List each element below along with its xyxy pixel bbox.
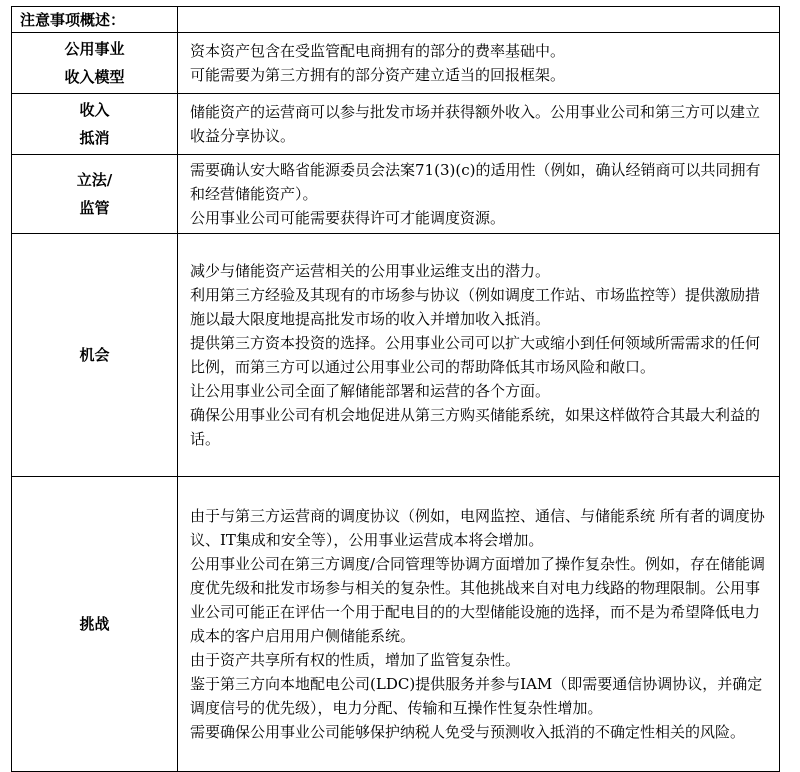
row-label-utility-revenue-model [12,33,178,94]
row-content-utility-revenue-model [178,33,780,94]
row-item-text: 减少与储能资产运营相关的公用事业运维支出的潜力。 [190,262,551,280]
row-item-text: 由于与第三方运营商的调度协议（例如，电网监控、通信、与储能系统 所有者的调度协议、IT集成和安全等），公用事业运营成本将会增加。 [190,507,765,549]
row-item-text: 让公用事业公司全面了解储能部署和运营的各个方面。 [190,382,551,400]
table-row [12,33,780,94]
considerations-table [11,6,780,772]
row-label-line: 公用事业 [64,40,125,58]
table-row [12,234,780,477]
table-row [12,94,780,155]
row-label-legislation-regulation [12,155,178,234]
row-label-line: 收入 [79,101,110,119]
row-content-revenue-offset [178,94,780,155]
row-content-legislation-regulation [178,155,780,234]
table-row [12,477,780,772]
table-header-row [12,7,780,33]
row-item-text: 提供第三方资本投资的选择。公用事业公司可以扩大或缩小到任何领域所需需求的任何比例，而第三方可以通过公用事业公司的帮助降低其市场风险和敞口。 [190,334,761,376]
row-item-text: 由于资产共享所有权的性质，增加了监管复杂性。 [190,651,521,669]
row-item-text: 储能资产的运营商可以参与批发市场并获得额外收入。公用事业公司和第三方可以建立收益分享协议。 [190,103,761,145]
row-label-line: 挑战 [79,615,110,633]
row-label-line: 立法/ [76,171,113,189]
row-label-line: 监管 [79,199,110,217]
row-item-text: 利用第三方经验及其现有的市场参与协议（例如调度工作站、市场监控等）提供激励措施以最大限度地提高批发市场的收入并增加收入抵消。 [190,286,761,328]
table-row [12,155,780,234]
table-header-title: 注意事项概述： [12,7,178,33]
row-item-text: 鉴于第三方向本地配电公司(LDC)提供服务并参与IAM（即需要通信协调协议，并确定调度信号的优先级），电力分配、传输和互操作性复杂性增加。 [190,675,763,717]
row-item-text: 公用事业公司可能需要获得许可才能调度资源。 [190,209,506,227]
row-content-challenges [178,477,780,772]
row-label-line: 抵消 [79,129,110,147]
row-label-revenue-offset [12,94,178,155]
row-item-text: 可能需要为第三方拥有的部分资产建立适当的回报框架。 [190,66,566,84]
row-item-text: 确保公用事业公司有机会地促进从第三方购买储能系统，如果这样做符合其最大利益的话。 [190,406,761,448]
row-label-challenges [12,477,178,772]
row-label-line: 收入模型 [64,68,125,86]
row-label-line: 机会 [79,346,110,364]
row-content-opportunities [178,234,780,477]
table-header-empty-cell [178,7,780,33]
row-item-text: 需要确认安大略省能源委员会法案71(3)(c)的适用性（例如，确认经销商可以共同拥有和经营储能资产）。 [190,161,761,203]
row-item-text: 需要确保公用事业公司能够保护纳税人免受与预测收入抵消的不确定性相关的风险。 [190,723,746,741]
row-label-opportunities [12,234,178,477]
row-item-text: 资本资产包含在受监管配电商拥有的部分的费率基础中。 [190,42,566,60]
row-item-text: 公用事业公司在第三方调度/合同管理等协调方面增加了操作复杂性。例如，存在储能调度优先级和批发市场参与相关的复杂性。其他挑战来自对电力线路的物理限制。公用事业公司可能正在评估一个用于配电目的的大型储能设施的选择，而不是为希望降低电力成本的客户启用用户侧储能系统。 [190,555,766,645]
